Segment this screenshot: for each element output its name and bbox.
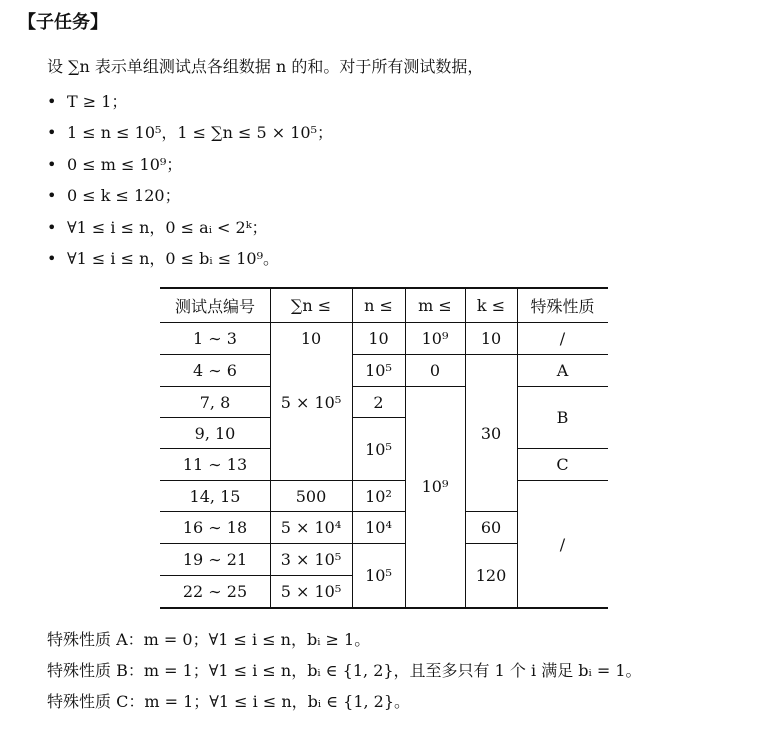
- table-cell: 5 × 10⁵: [280, 392, 342, 412]
- table-cell: 14, 15: [189, 486, 241, 506]
- header-cell: m ≤: [418, 296, 452, 315]
- constraint-item: [47, 86, 333, 117]
- constraint-text: 0 ≤ k ≤ 120；: [67, 186, 181, 206]
- table-cell: /: [559, 534, 566, 554]
- property-b-note: 特殊性质 B：m = 1；∀1 ≤ i ≤ n，bᵢ ∈ {1, 2}，且至多只有 1 个 i 满足 bᵢ = 1。: [47, 661, 642, 680]
- bullet-icon: •: [47, 92, 57, 111]
- constraint-text: T ≥ 1；: [67, 92, 128, 111]
- table-cell: 9, 10: [194, 423, 236, 443]
- table-cell: 30: [480, 423, 502, 443]
- bullet-icon: •: [47, 123, 57, 143]
- table-cell: 10⁵: [365, 439, 392, 459]
- constraint-text: 0 ≤ m ≤ 10⁹；: [67, 154, 183, 174]
- header-cell: 测试点编号: [174, 297, 255, 316]
- bullet-icon: •: [47, 217, 57, 237]
- table-cell: 500: [295, 486, 327, 506]
- table-cell: A: [556, 361, 569, 380]
- table-cell: 10⁹: [421, 477, 449, 496]
- section-heading: 【子任务】: [18, 12, 108, 33]
- table-cell: B: [556, 408, 569, 427]
- bullet-icon: •: [47, 186, 57, 206]
- table-cell: 22 ∼ 25: [182, 582, 248, 601]
- special-properties: [47, 624, 642, 717]
- table-cell: 10⁴: [365, 518, 392, 537]
- property-a-note: 特殊性质 A：m = 0；∀1 ≤ i ≤ n，bᵢ ≥ 1。: [47, 630, 371, 649]
- constraint-text: ∀1 ≤ i ≤ n，0 ≤ aᵢ < 2ᵏ；: [67, 217, 268, 237]
- bullet-icon: •: [47, 154, 57, 174]
- constraint-text: 1 ≤ n ≤ 10⁵，1 ≤ ∑n ≤ 5 × 10⁵；: [67, 123, 334, 143]
- constraint-item: [47, 243, 333, 274]
- subtask-table: [160, 287, 608, 609]
- table-cell: 10²: [365, 486, 392, 506]
- header-cell: k ≤: [476, 296, 506, 315]
- constraint-text: ∀1 ≤ i ≤ n，0 ≤ bᵢ ≤ 10⁹。: [67, 248, 279, 268]
- header-cell: 特殊性质: [530, 297, 595, 316]
- table-cell: 2: [373, 392, 384, 412]
- table-cell: 16 ∼ 18: [182, 518, 248, 537]
- table-cell: 0: [429, 361, 441, 380]
- intro-paragraph: 设 ∑n 表示单组测试点各组数据 n 的和。对于所有测试数据，: [47, 57, 484, 76]
- table-cell: 3 × 10⁵: [280, 550, 342, 569]
- table-cell: /: [559, 329, 566, 348]
- table-cell: 19 ∼ 21: [182, 550, 248, 569]
- table-cell: 7, 8: [199, 392, 231, 412]
- table-cell: 10⁹: [421, 329, 449, 348]
- constraint-list: [47, 86, 333, 274]
- header-cell: ∑n ≤: [290, 296, 332, 315]
- constraint-item: [47, 149, 333, 180]
- table-cell: 4 ∼ 6: [193, 361, 237, 380]
- header-cell: n ≤: [364, 296, 393, 315]
- table-cell: 120: [475, 566, 507, 585]
- table-cell: 10⁵: [365, 361, 392, 380]
- table-cell: 10⁵: [365, 566, 392, 585]
- table-cell: 5 × 10⁵: [280, 582, 342, 601]
- constraint-item: [47, 180, 333, 211]
- table-cell: 10: [368, 329, 389, 348]
- table-cell: 1 ∼ 3: [193, 329, 237, 348]
- table-cell: 10: [300, 329, 322, 348]
- table-cell: 60: [480, 518, 502, 537]
- constraint-item: [47, 117, 333, 148]
- table-cell: 11 ∼ 13: [182, 455, 248, 474]
- table-cell: 5 × 10⁴: [280, 518, 342, 537]
- property-c-note: 特殊性质 C：m = 1；∀1 ≤ i ≤ n，bᵢ ∈ {1, 2}。: [47, 692, 411, 711]
- table-cell: 10: [480, 329, 502, 348]
- constraint-item: [47, 212, 333, 243]
- table-cell: C: [556, 455, 569, 474]
- bullet-icon: •: [47, 248, 57, 268]
